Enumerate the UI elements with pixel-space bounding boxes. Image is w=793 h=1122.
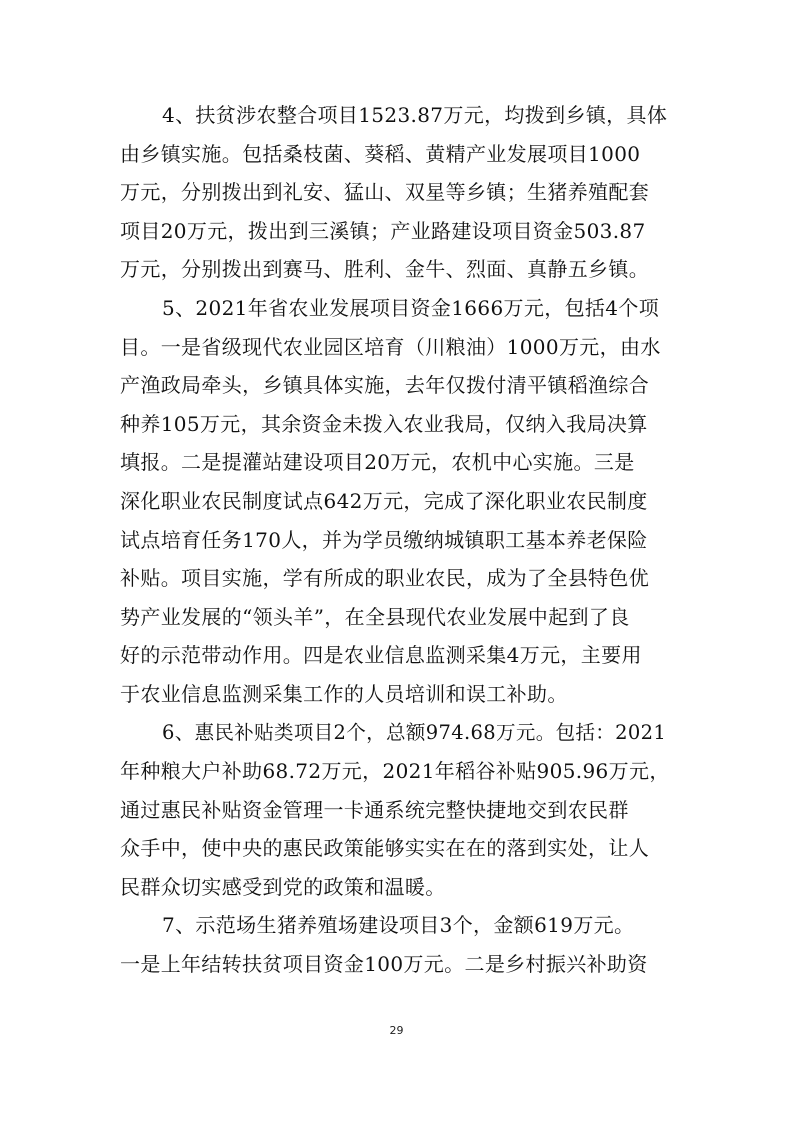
text-line: 万元，分别拨出到礼安、猛山、双星等乡镇；生猪养殖配套	[120, 180, 650, 205]
text-line: 众手中，使中央的惠民政策能够实实在在的落到实处，让人	[120, 836, 650, 861]
document-body	[120, 96, 678, 984]
text-line: 好的示范带动作用。四是农业信息监测采集4万元，主要用	[120, 643, 642, 668]
text-line: 6、惠民补贴类项目2个，总额974.68万元。包括：2021	[162, 720, 667, 744]
text-line: 4、扶贫涉农整合项目1523.87万元，均拨到乡镇，具体	[162, 103, 668, 127]
text-line: 项目20万元，拨出到三溪镇；产业路建设项目资金503.87	[120, 218, 646, 243]
text-line: 通过惠民补贴资金管理一卡通系统完整快捷地交到农民群	[120, 797, 629, 822]
paragraph-6	[120, 714, 678, 907]
text-line: 种养105万元，其余资金未拨入农业我局，仅纳入我局决算	[120, 411, 648, 436]
text-line: 年种粮大户补助68.72万元，2021年稻谷补贴905.96万元，	[120, 759, 670, 784]
text-line: 深化职业农民制度试点642万元，完成了深化职业农民制度	[120, 488, 648, 513]
text-line: 补贴。项目实施，学有所成的职业农民，成为了全县特色优	[120, 566, 650, 591]
text-line: 由乡镇实施。包括桑枝菌、葵稻、黄精产业发展项目1000	[120, 141, 641, 166]
text-line: 一是上年结转扶贫项目资金100万元。二是乡村振兴补助资	[120, 952, 648, 977]
text-line: 目。一是省级现代农业园区培育（川粮油）1000万元，由水	[120, 334, 661, 359]
text-line: 产渔政局牵头，乡镇具体实施，去年仅拨付清平镇稻渔综合	[120, 373, 650, 398]
page-number: 29	[389, 1024, 404, 1037]
text-line: 万元，分别拨出到赛马、胜利、金牛、烈面、真静五乡镇。	[120, 257, 650, 282]
text-line: 7、示范场生猪养殖场建设项目3个，金额619万元。	[162, 913, 635, 938]
text-line: 民群众切实感受到党的政策和温暖。	[120, 874, 446, 899]
paragraph-5	[120, 289, 678, 714]
text-line: 试点培育任务170人，并为学员缴纳城镇职工基本养老保险	[120, 527, 648, 552]
text-line: 于农业信息监测采集工作的人员培训和误工补助。	[120, 681, 568, 706]
paragraph-4	[120, 96, 678, 289]
text-line: 填报。二是提灌站建设项目20万元，农机中心实施。三是	[120, 450, 635, 475]
paragraph-7	[120, 906, 678, 983]
text-line: 势产业发展的“领头羊”，在全县现代农业发展中起到了良	[120, 604, 630, 629]
text-line: 5、2021年省农业发展项目资金1666万元，包括4个项	[162, 295, 660, 320]
